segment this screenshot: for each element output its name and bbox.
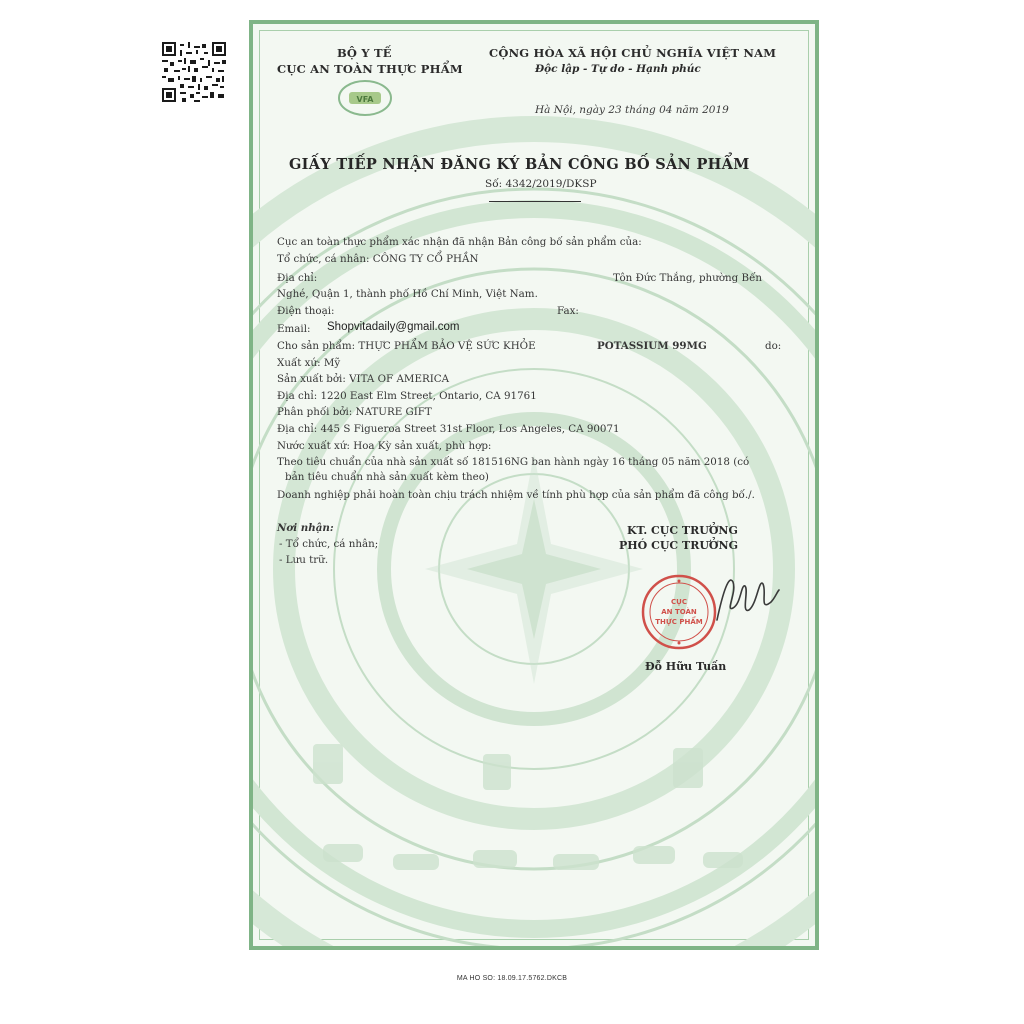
product-line: Cho sản phẩm: THỰC PHẨM BẢO VỆ SỨC KHỎE: [277, 340, 536, 352]
distributor-address: Địa chỉ: 445 S Figueroa Street 31st Floor, Los Angeles, CA 90071: [277, 423, 620, 435]
address-label: Địa chỉ:: [277, 272, 318, 284]
phone-label: Điện thoại:: [277, 305, 335, 317]
title-underline: [489, 201, 581, 202]
standard-line-1: Theo tiêu chuẩn của nhà sản xuất số 181516NG ban hành ngày 16 tháng 05 năm 2018 (có: [277, 456, 750, 468]
republic-name: CỘNG HÒA XÃ HỘI CHỦ NGHĨA VIỆT NAM: [489, 46, 777, 60]
certificate-page: [249, 20, 819, 950]
handwritten-signature: [711, 562, 781, 632]
organization-line: Tổ chức, cá nhân: CÔNG TY CỔ PHẦN: [277, 253, 479, 265]
standard-line-2: bản tiêu chuẩn nhà sản xuất kèm theo): [285, 471, 489, 483]
product-by: do:: [765, 340, 782, 352]
national-motto: Độc lập - Tự do - Hạnh phúc: [535, 63, 701, 75]
signer-name: Đỗ Hữu Tuấn: [645, 660, 727, 673]
recipient-item: - Tổ chức, cá nhân;: [279, 538, 379, 550]
manufacturer-line: Sản xuất bởi: VITA OF AMERICA: [277, 373, 450, 385]
distributor-line: Phân phối bởi: NATURE GIFT: [277, 406, 432, 418]
agency-name: CỤC AN TOÀN THỰC PHẨM: [277, 62, 463, 76]
intro-line: Cục an toàn thực phẩm xác nhận đã nhận Bản công bố sản phẩm của:: [277, 236, 642, 248]
address-line-2: Nghé, Quận 1, thành phố Hồ Chí Minh, Việt Nam.: [277, 288, 538, 300]
qr-code-icon: [162, 42, 226, 102]
signer-title-2: PHÓ CỤC TRƯỞNG: [619, 539, 738, 552]
recipients-label: Nơi nhận:: [277, 522, 334, 534]
address-tail: Tôn Đức Thắng, phường Bến: [613, 272, 763, 284]
agency-logo-icon: [335, 78, 395, 118]
issue-date: Hà Nội, ngày 23 tháng 04 năm 2019: [535, 104, 729, 116]
product-name: POTASSIUM 99MG: [597, 340, 707, 352]
responsibility-line: Doanh nghiệp phải hoàn toàn chịu trách nhiệm về tính phù hợp của sản phẩm đã công bố./.: [277, 489, 755, 501]
document-title: GIẤY TIẾP NHẬN ĐĂNG KÝ BẢN CÔNG BỐ SẢN PHẨM: [289, 156, 750, 173]
svg-text:AN TOÀN: AN TOÀN: [661, 608, 697, 616]
origin-line: Xuất xứ: Mỹ: [277, 357, 341, 369]
document-number: Số: 4342/2019/DKSP: [485, 178, 597, 190]
manufacturer-address: Địa chỉ: 1220 East Elm Street, Ontario, CA 91761: [277, 390, 537, 402]
red-seal-stamp: [639, 572, 719, 652]
email-label: Email:: [277, 323, 311, 335]
signer-title-1: KT. CỤC TRƯỞNG: [627, 524, 738, 537]
ministry-name: BỘ Y TẾ: [337, 46, 392, 60]
fax-label: Fax:: [557, 305, 579, 317]
svg-text:CỤC: CỤC: [671, 598, 687, 606]
email-value: Shopvitadaily@gmail.com: [327, 321, 460, 333]
dossier-code: MA HO SO: 18.09.17.5762.DKCB: [456, 975, 568, 982]
export-country-line: Nước xuất xứ: Hoa Kỳ sản xuất, phù hợp:: [277, 440, 492, 452]
recipient-item: - Lưu trữ.: [279, 554, 329, 566]
svg-text:THỰC PHẨM: THỰC PHẨM: [655, 618, 703, 626]
svg-text:VFA: VFA: [356, 95, 374, 104]
